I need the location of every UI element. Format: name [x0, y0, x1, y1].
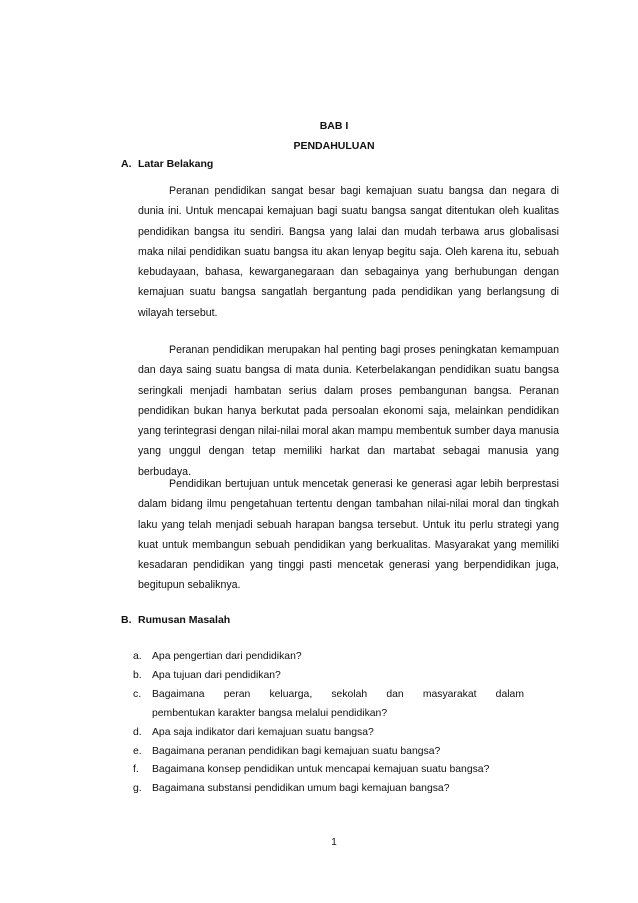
list-item-text: Bagaimana substansi pendidikan umum bagi kemajuan bangsa?	[152, 783, 450, 795]
chapter-title: PENDAHULUAN	[293, 140, 375, 152]
list-item-label: e.	[133, 745, 142, 757]
section-letter: A.	[121, 158, 132, 170]
list-item-label: a.	[133, 651, 142, 662]
list-item-text: Apa saja indikator dari kemajuan suatu bangsa?	[152, 726, 374, 738]
list-item	[133, 780, 573, 799]
page-number: 1	[331, 837, 337, 848]
list-item-label: g.	[133, 783, 142, 795]
list-item	[133, 648, 573, 667]
chapter-number: BAB I	[319, 120, 349, 132]
section-title: Latar Belakang	[138, 158, 214, 170]
paragraph-2: Peranan pendidikan merupakan hal penting bagi proses peningkatan kemampuan dan daya saing suatu bangsa di mata dunia. Keterbelakangan pendidikan suatu bangsa seringkali menjadi hambatan serius dalam proses pembangunan bangsa. Peranan pendidikan bukan hanya berkutat pada persoalan ekonomi saja, melainkan pendidikan yang terintegrasi dengan nilai-nilai moral akan mampu membentuk sumber daya manusia yang unggul dengan tetap memiliki harkat dan martabat sebagai manusia yang berbudaya.	[138, 344, 559, 478]
section-title: Rumusan Masalah	[138, 614, 231, 626]
question-list	[133, 648, 573, 799]
paragraph-1: Peranan pendidikan sangat besar bagi kemajuan suatu bangsa dan negara di dunia ini. Untuk mencapai kemajuan bagi suatu bangsa sangat ditentukan oleh kualitas pendidikan bangsa itu sendiri. Bangsa yang lalai dan mudah terbawa arus globalisasi maka nilai pendidikan suatu bangsa itu akan lenyap begitu saja. Oleh karena itu, sebuah kebudayaan, bahasa, kewarganegaraan dan sebagainya yang berhubungan dengan kemajuan suatu bangsa sangatlah bergantung pada pendidikan yang berlangsung di wilayah tersebut.	[138, 185, 559, 319]
list-item-label: c.	[133, 688, 142, 700]
list-item-label: d.	[133, 726, 142, 738]
list-item	[133, 743, 573, 762]
section-heading-latar-belakang	[121, 157, 213, 172]
list-item	[133, 667, 573, 686]
section-letter: B.	[121, 614, 132, 626]
list-item-text-continued: pembentukan karakter bangsa melalui pendidikan?	[152, 707, 388, 719]
list-item	[133, 686, 573, 724]
list-item-text: Apa pengertian dari pendidikan?	[152, 651, 302, 662]
list-item-text: Apa tujuan dari pendidikan?	[152, 669, 281, 681]
list-item-label: b.	[133, 669, 142, 681]
list-item-text: Bagaimana peranan pendidikan bagi kemajuan suatu bangsa?	[152, 745, 441, 757]
section-heading-rumusan-masalah	[121, 613, 230, 628]
paragraph-3: Pendidikan bertujuan untuk mencetak generasi ke generasi agar lebih berprestasi dalam bidang ilmu pengetahuan tertentu dengan tambahan nilai-nilai moral dan tingkah laku yang telah menjadi sebuah harapan bangsa tersebut. Untuk itu perlu strategi yang kuat untuk membangun sebuah pendidikan yang berkualitas. Masyarakat yang memiliki kesadaran pendidikan yang tinggi pasti mencetak generasi yang berpendidikan juga, begitupun sebaliknya.	[138, 478, 559, 592]
list-item-label: f.	[133, 764, 139, 776]
list-item-text: Bagaimana peran keluarga, sekolah dan masyarakat dalam	[152, 688, 524, 700]
list-item	[133, 724, 573, 743]
list-item-text: Bagaimana konsep pendidikan untuk mencapai kemajuan suatu bangsa?	[152, 764, 490, 776]
list-item	[133, 761, 573, 780]
